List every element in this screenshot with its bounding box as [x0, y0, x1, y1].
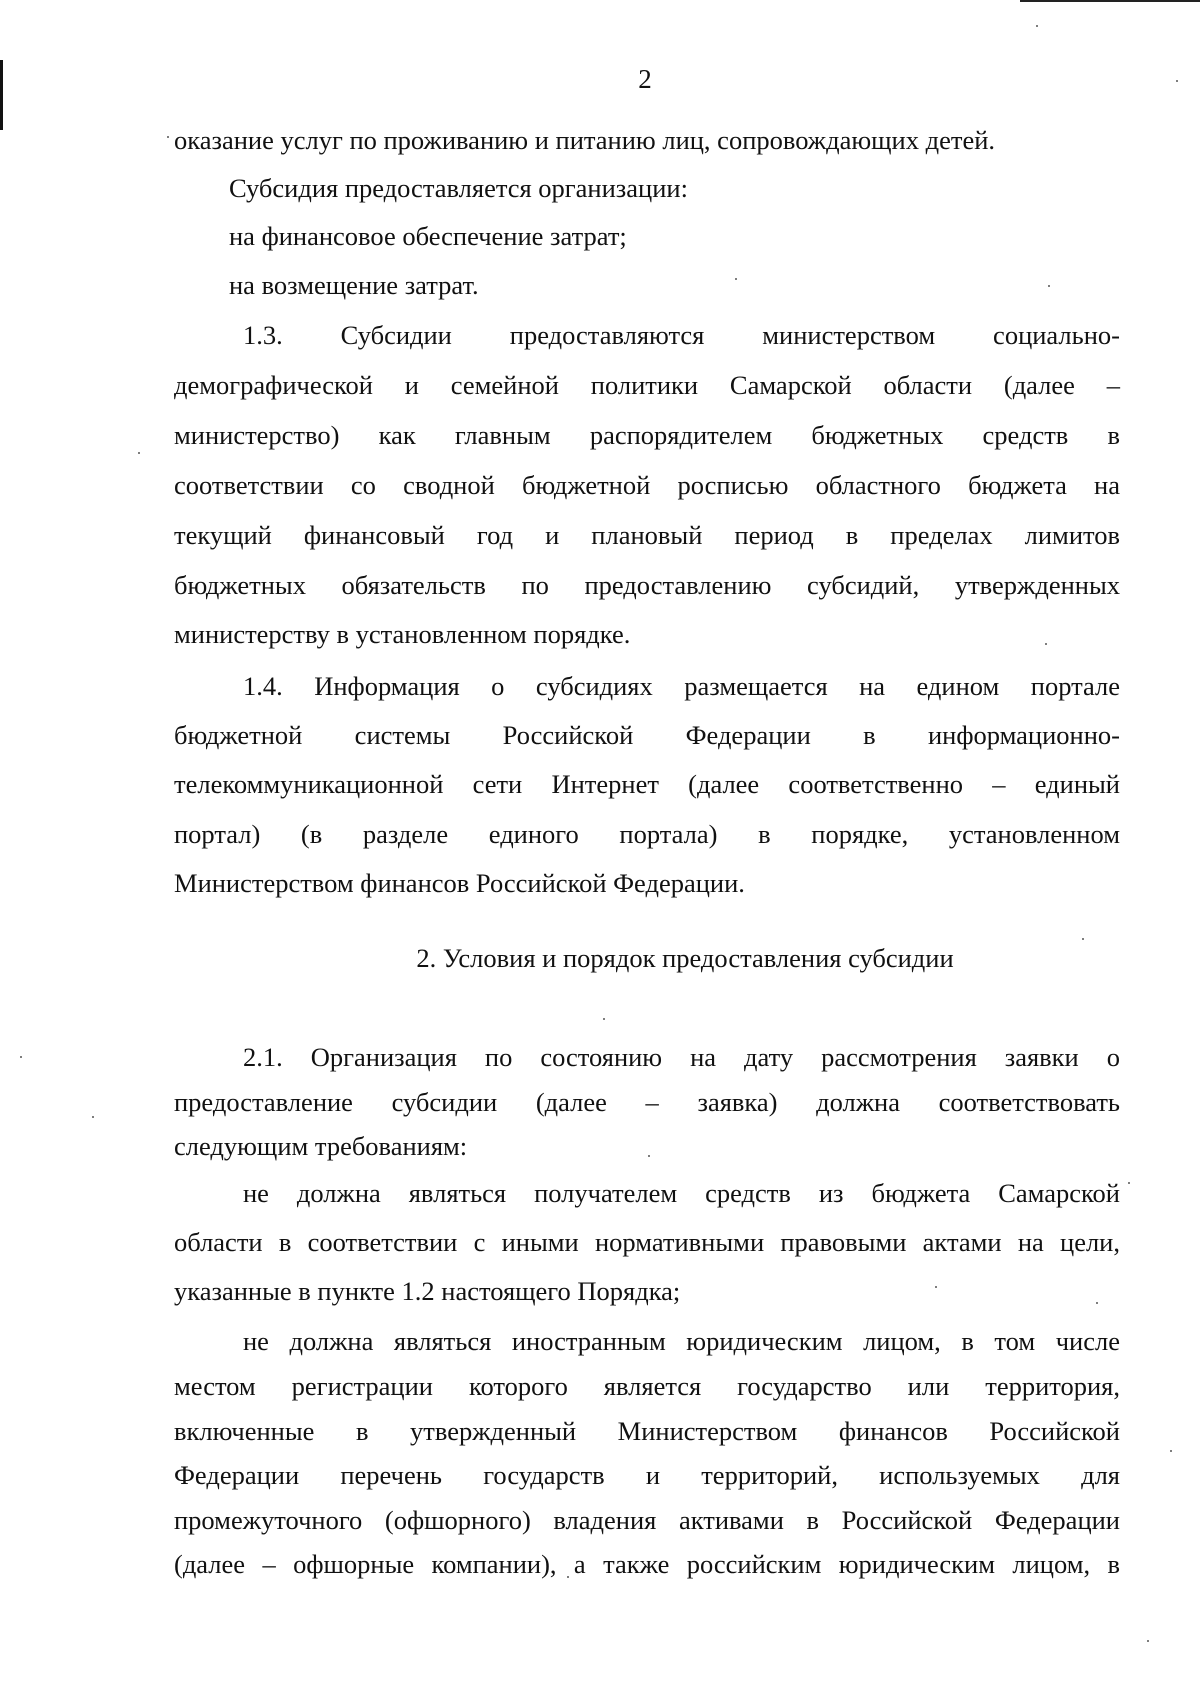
requirement-line: включенные в утвержденный Министерством финансов Российской: [174, 1416, 1120, 1446]
scan-speck: [603, 1018, 605, 1020]
requirement-line: области в соответствии с иными нормативными правовыми актами на цели,: [174, 1227, 1120, 1257]
requirement-line: не должна являться получателем средств из бюджета Самарской: [243, 1178, 1120, 1208]
page-number: 2: [638, 64, 652, 94]
paragraph-1-3-line: текущий финансовый год и плановый период в пределах лимитов: [174, 520, 1120, 550]
scan-speck: [167, 136, 169, 138]
text-line: Субсидия предоставляется организации:: [229, 173, 688, 203]
paragraph-2-1-line: предоставление субсидии (далее – заявка) должна соответствовать: [174, 1087, 1120, 1117]
text-line: оказание услуг по проживанию и питанию лиц, сопровождающих детей.: [174, 125, 996, 155]
paragraph-1-3-line: министерство) как главным распорядителем бюджетных средств в: [174, 420, 1120, 450]
paragraph-1-4-line: телекоммуникационной сети Интернет (далее соответственно – единый: [174, 769, 1120, 799]
scan-speck: [1036, 25, 1038, 27]
requirement-line: промежуточного (офшорного) владения активами в Российской Федерации: [174, 1505, 1120, 1535]
scan-speck: [1096, 1302, 1098, 1304]
scan-speck: [20, 1056, 22, 1058]
scan-speck: [1128, 1182, 1130, 1184]
requirement-line: Федерации перечень государств и территорий, используемых для: [174, 1460, 1120, 1490]
scan-speck: [1045, 643, 1047, 645]
scan-top-rule: [1020, 0, 1200, 2]
paragraph-1-3-line: демографической и семейной политики Самарской области (далее –: [174, 370, 1120, 400]
paragraph-1-4-line: бюджетной системы Российской Федерации в информационно-: [174, 720, 1120, 750]
paragraph-1-4-line: портал) (в разделе единого портала) в порядке, установленном: [174, 819, 1120, 849]
scan-speck: [1170, 1450, 1172, 1452]
section-heading: 2. Условия и порядок предоставления субсидии: [416, 943, 954, 973]
paragraph-1-3-line: 1.3. Субсидии предоставляются министерством социально-: [243, 320, 1120, 350]
scan-speck: [648, 1155, 650, 1157]
scan-speck: [735, 278, 737, 280]
paragraph-1-3-line: министерству в установленном порядке.: [174, 619, 631, 649]
requirement-line: местом регистрации которого является государство или территория,: [174, 1371, 1120, 1401]
text-line: на возмещение затрат.: [229, 270, 479, 300]
requirement-line: указанные в пункте 1.2 настоящего Порядка;: [174, 1276, 681, 1306]
scan-speck: [1147, 1640, 1149, 1642]
scan-speck: [1048, 285, 1050, 287]
scan-speck: [138, 452, 140, 454]
paragraph-1-4-line: 1.4. Информация о субсидиях размещается на едином портале: [243, 671, 1120, 701]
requirement-line: не должна являться иностранным юридическим лицом, в том числе: [243, 1326, 1120, 1356]
scan-speck: [92, 1116, 94, 1118]
paragraph-1-3-line: бюджетных обязательств по предоставлению субсидий, утвержденных: [174, 570, 1120, 600]
paragraph-1-4-line: Министерством финансов Российской Федерации.: [174, 868, 745, 898]
text-line: на финансовое обеспечение затрат;: [229, 221, 627, 251]
requirement-line: (далее – офшорные компании), а также российским юридическим лицом, в: [174, 1549, 1120, 1579]
scan-speck: [1082, 938, 1084, 940]
paragraph-2-1-line: следующим требованиям:: [174, 1131, 468, 1161]
scan-speck: [935, 1286, 937, 1288]
paragraph-2-1-line: 2.1. Организация по состоянию на дату рассмотрения заявки о: [243, 1042, 1120, 1072]
paragraph-1-3-line: соответствии со сводной бюджетной росписью областного бюджета на: [174, 470, 1120, 500]
